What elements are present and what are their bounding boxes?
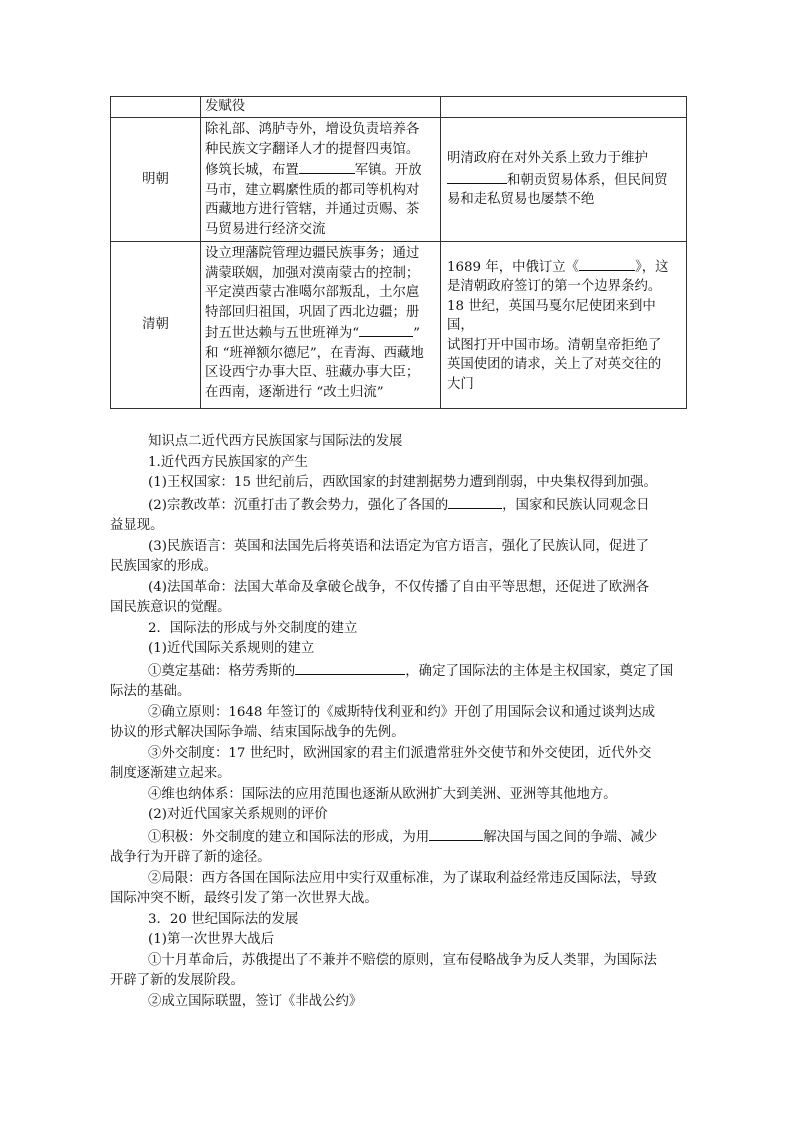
dynasty-cell [111, 97, 201, 118]
fill-blank[interactable] [359, 322, 413, 337]
paragraph: ①积极：外交制度的建立和国际法的形成，为用 解决国与国之间的争端、减少 [110, 826, 686, 849]
paragraph-continuation: 制度逐渐建立起来。 [110, 766, 231, 781]
relations-cell: 明清政府在对外关系上致力于维护 和朝贡贸易体系，但民间贸 易和走私贸易也屡禁不绝 [441, 118, 687, 242]
section-heading: 知识点二近代西方民族国家与国际法的发展 [148, 434, 403, 449]
sub-heading: (2)对近代国家关系规则的评价 [148, 807, 328, 822]
fill-blank[interactable] [295, 660, 405, 675]
relations-cell: 1689 年，中俄订立《 》，这 是清朝政府签订的第一个边界条约。 18 世纪，英国马戛尔尼使团来到中国， 试图打开中国市场。清朝皇帝拒绝了 英国使团的请求，关上了对英交往的 大门 [441, 242, 687, 409]
paragraph: ①十月革命后，苏俄提出了不兼并不赔偿的原则，宣布侵略战争为反人类罪，为国际法 [148, 952, 657, 968]
subsection-heading: 3．20 世纪国际法的发展 [148, 911, 299, 927]
sub-heading: (1)第一次世界大战后 [148, 932, 275, 947]
paragraph-continuation: 战争行为开辟了新的途径。 [110, 850, 271, 865]
paragraph-continuation: 开辟了新的发展阶段。 [110, 973, 244, 988]
paragraph: ④维也纳体系：国际法的应用范围也逐渐从欧洲扩大到美洲、亚洲等其他地方。 [148, 786, 617, 802]
fill-blank[interactable] [299, 159, 355, 174]
paragraph-continuation: 国际冲突不断，最终引发了第一次世界大战。 [110, 891, 378, 906]
paragraph: (3)民族语言：英国和法国先后将英语和法语定为官方语言，强化了民族认同，促进了 [148, 538, 650, 554]
relations-cell [441, 97, 687, 118]
paragraph: ②成立国际联盟，签订《非战公约》 [148, 993, 363, 1009]
paragraph: ②确立原则：1648 年签订的《威斯特伐利亚和约》开创了用国际会议和通过谈判达成 [148, 704, 656, 720]
paragraph: (1)王权国家：15 世纪前后，西欧国家的封建割据势力遭到削弱，中央集权得到加强。 [148, 475, 657, 490]
fill-blank[interactable] [429, 826, 483, 841]
paragraph: (4)法国革命：法国大革命及拿破仑战争，不仅传播了自由平等思想，还促进了欧洲各 [148, 579, 650, 595]
history-table [110, 96, 687, 409]
policy-cell: 除礼部、鸿胪寺外，增设负责培养各 种民族文字翻译人才的提督四夷馆。 修筑长城，布置 军镇。开放 马市，建立羁縻性质的都司等机构对 西藏地方进行管辖，并通过贡赐、茶 马贸易进行经济交流 [201, 118, 441, 242]
subsection-heading: 2．国际法的形成与外交制度的建立 [148, 620, 358, 636]
paragraph-continuation: 益显现。 [110, 518, 164, 533]
dynasty-cell: 明朝 [111, 118, 201, 242]
paragraph-continuation: 国民族意识的觉醒。 [110, 600, 231, 615]
paragraph: ①奠定基础：格劳秀斯的 ，确定了国际法的主体是主权国家，奠定了国 [110, 660, 686, 683]
paragraph-continuation: 协议的形式解决国际争端、结束国际战争的先例。 [110, 725, 405, 740]
table-row [111, 97, 687, 118]
paragraph: ②局限：西方各国在国际法应用中实行双重标准，为了谋取利益经常违反国际法，导致 [148, 870, 657, 886]
dynasty-cell: 清朝 [111, 242, 201, 409]
fill-blank[interactable] [448, 494, 502, 509]
fill-blank[interactable] [447, 169, 507, 184]
subsection-heading: 1.近代西方民族国家的产生 [148, 454, 309, 470]
table-row [111, 242, 687, 409]
paragraph-continuation: 际法的基础。 [110, 684, 191, 699]
table-row [111, 118, 687, 242]
policy-cell: 设立理藩院管理边疆民族事务；通过 满蒙联姻，加强对漠南蒙古的控制； 平定漠西蒙古准噶尔部叛乱，土尔扈 特部回归祖国，巩固了西北边疆；册 封五世达赖与五世班禅为“ ” 和 “班禅额尔德尼”，在青海、西藏地 区设西宁办事大臣、驻藏办事大臣； 在西南，逐渐进行 “改土归流” [201, 242, 441, 409]
policy-cell: 发赋役 [201, 97, 441, 118]
paragraph: (2)宗教改革：沉重打击了教会势力，强化了各国的 ，国家和民族认同观念日 [110, 494, 686, 517]
fill-blank[interactable] [579, 256, 635, 271]
paragraph: ③外交制度：17 世纪时，欧洲国家的君主们派遣常驻外交使节和外交使团，近代外交 [148, 745, 652, 761]
paragraph-continuation: 民族国家的形成。 [110, 559, 218, 574]
knowledge-section [110, 432, 686, 1012]
sub-heading: (1)近代国际关系规则的建立 [148, 641, 315, 656]
